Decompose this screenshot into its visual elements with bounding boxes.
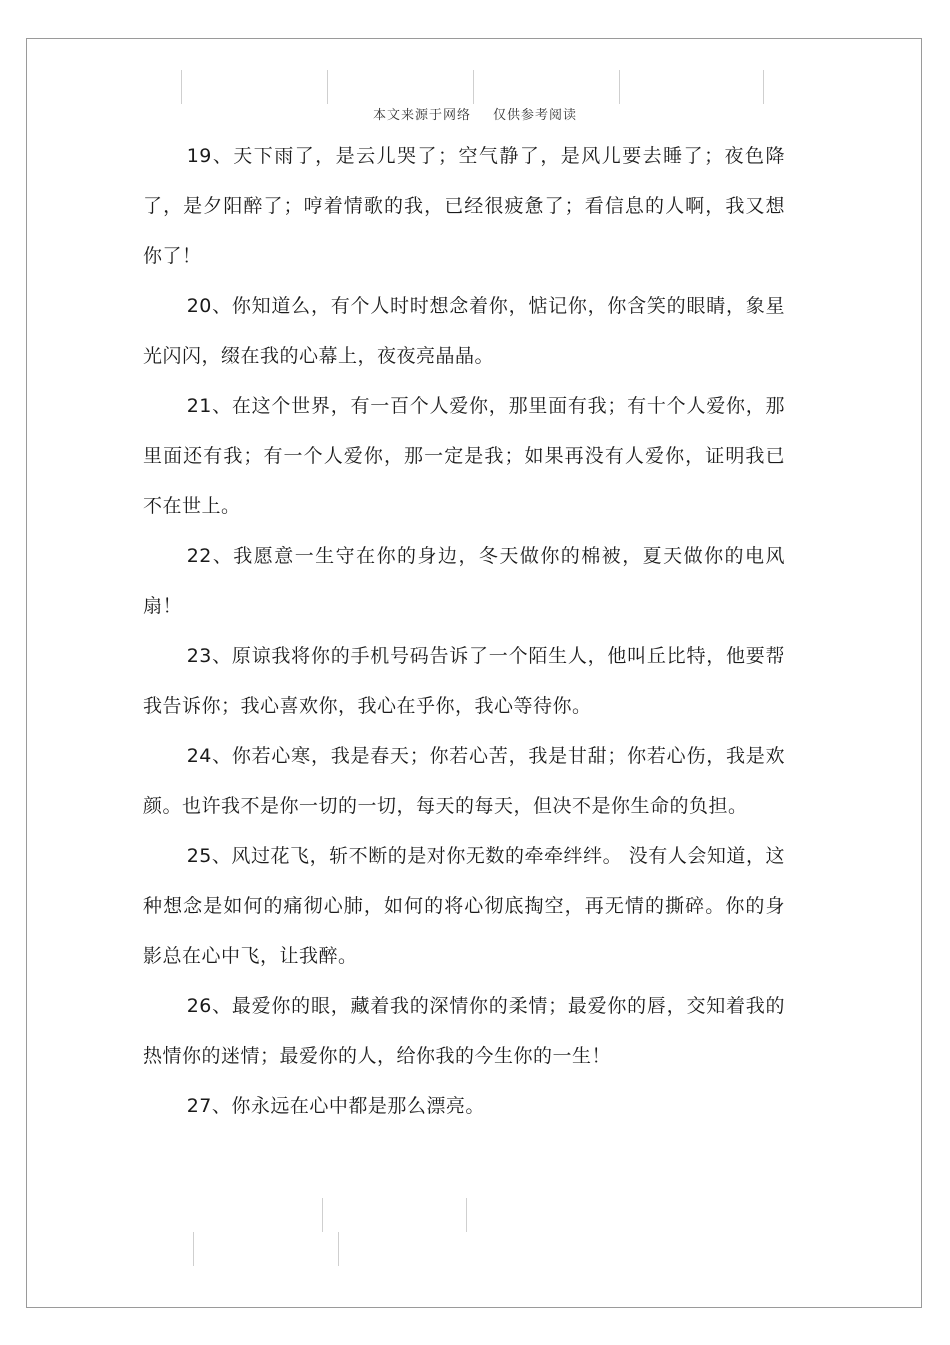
header-note [0,104,950,123]
top-divider-line [181,70,182,104]
bottom-divider-line [322,1198,323,1232]
reference-note: 仅供参考阅读 [493,108,578,123]
paragraph-23: 23、原谅我将你的手机号码告诉了一个陌生人，他叫丘比特，他要帮我告诉你；我心喜欢你，我心在乎你，我心等待你。 [143,645,785,717]
bottom-divider-line [338,1232,339,1266]
top-divider-line [327,70,328,104]
paragraph-19: 19、天下雨了，是云儿哭了；空气静了，是风儿要去睡了；夜色降了，是夕阳醉了；哼着情歌的我，已经很疲惫了；看信息的人啊，我又想你了！ [143,145,785,267]
top-divider-line [473,70,474,104]
paragraph-24: 24、你若心寒，我是春天；你若心苦，我是甘甜；你若心伤，我是欢颜。也许我不是你一切的一切，每天的每天，但决不是你生命的负担。 [143,745,785,817]
paragraph-21: 21、在这个世界，有一百个人爱你，那里面有我；有十个人爱你，那里面还有我；有一个人爱你，那一定是我；如果再没有人爱你，证明我已不在世上。 [143,395,785,517]
source-note: 本文来源于网络 [372,108,471,123]
paragraph-26: 26、最爱你的眼，藏着我的深情你的柔情；最爱你的唇，交知着我的热情你的迷情；最爱你的人，给你我的今生你的一生！ [143,995,785,1067]
bottom-divider-line [466,1198,467,1232]
paragraph-22: 22、我愿意一生守在你的身边，冬天做你的棉被，夏天做你的电风扇！ [143,545,785,617]
top-divider-line [619,70,620,104]
top-divider-line [763,70,764,104]
paragraph-27: 27、你永远在心中都是那么漂亮。 [186,1095,485,1117]
paragraph-20: 20、你知道么，有个人时时想念着你，惦记你，你含笑的眼睛，象星光闪闪，缀在我的心幕上，夜夜亮晶晶。 [143,295,785,367]
bottom-divider-line [193,1232,194,1266]
paragraph-25: 25、风过花飞，斩不断的是对你无数的牵牵绊绊。 没有人会知道，这种想念是如何的痛彻心肺，如何的将心彻底掏空，再无情的撕碎。你的身影总在心中飞，让我醉。 [143,845,785,967]
document-body [143,131,785,1131]
